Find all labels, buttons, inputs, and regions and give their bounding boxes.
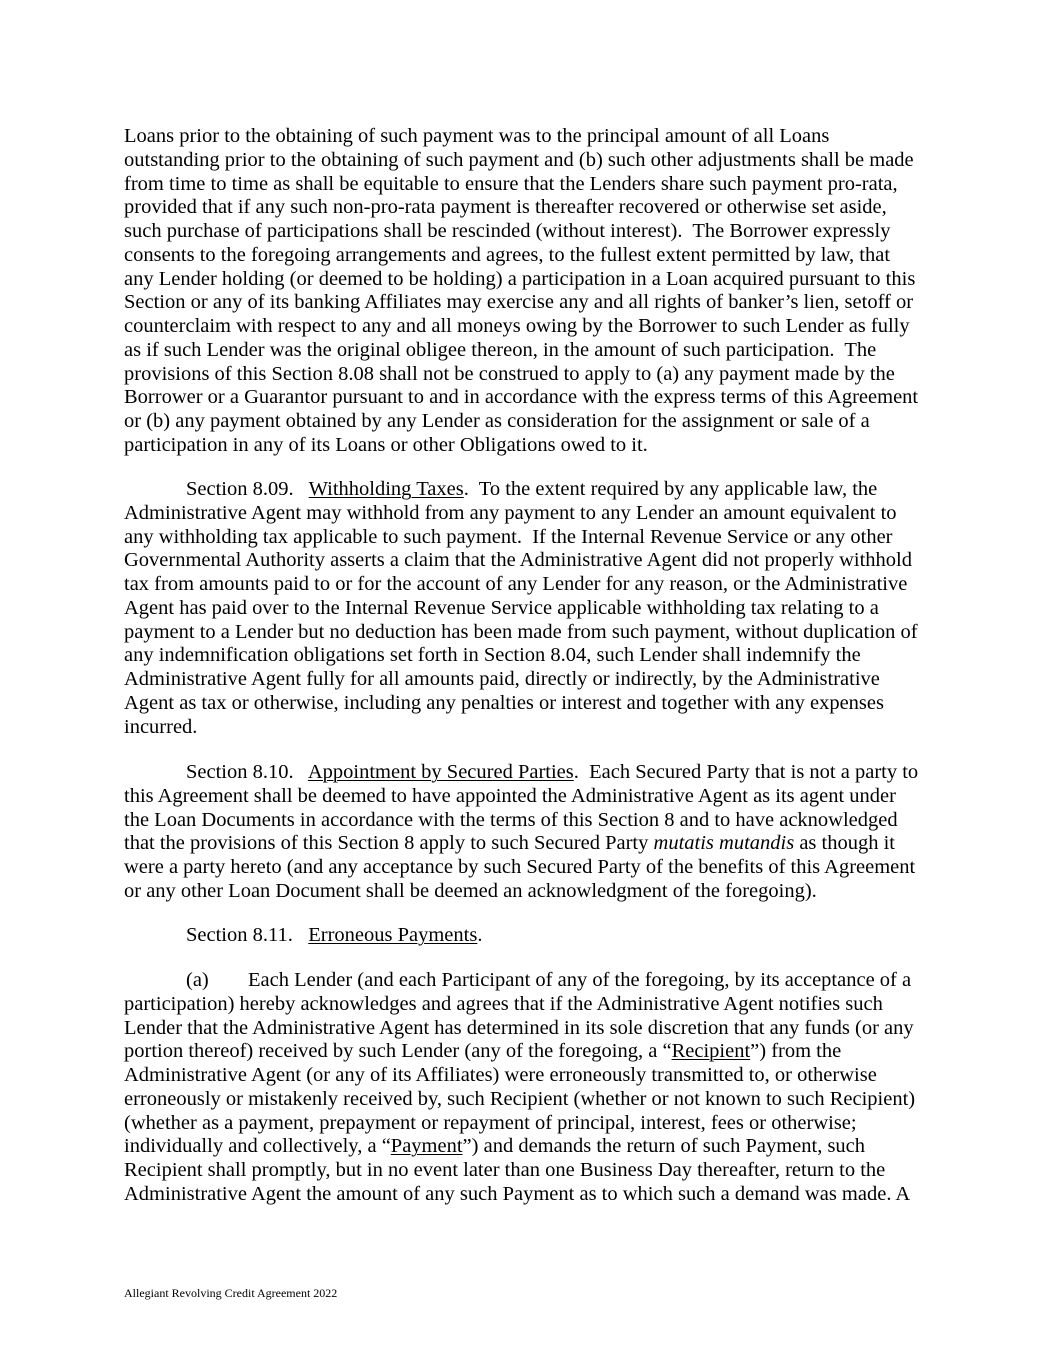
- text-segment: such purchase of participations shall be rescinded (without interest). The Borrower expressly: [124, 220, 891, 242]
- text-segment: portion thereof) received by such Lender (any of the foregoing, a “: [124, 1040, 672, 1063]
- text-segment: any withholding tax applicable to such payment. If the Internal Revenue Service or any other: [124, 525, 893, 548]
- text-segment: counterclaim with respect to any and all moneys owing by the Borrower to such Lender as fully: [124, 315, 910, 337]
- text-line: [124, 716, 944, 740]
- text-segment: Loans prior to the obtaining of such payment was to the principal amount of all Loans: [124, 125, 830, 147]
- text-segment: ”) and demands the return of such Payment, such: [462, 1135, 866, 1158]
- text-line: [124, 315, 944, 339]
- text-segment: Each Lender (and each Participant of any of the foregoing, by its acceptance of a: [248, 969, 912, 991]
- text-segment: as if such Lender was the original obligee thereon, in the amount of such participation. The: [124, 338, 877, 361]
- underlined-term: Payment: [390, 1135, 463, 1158]
- text-line: [124, 692, 944, 716]
- text-segment: Agent has paid over to the Internal Revenue Service applicable withholding tax relating to a: [124, 596, 879, 619]
- text-line: [124, 761, 944, 785]
- text-line: [124, 549, 944, 573]
- text-segment: individually and collectively, a “: [124, 1135, 391, 1158]
- text-segment: any Lender holding (or deemed to be holding) a participation in a Loan acquired pursuant to this: [124, 267, 916, 290]
- text-segment: ”) from the: [750, 1040, 842, 1063]
- text-line: [124, 1135, 944, 1159]
- text-line: [124, 268, 944, 292]
- text-line: [124, 880, 944, 904]
- paragraph-section-8-11-a: [124, 969, 944, 1207]
- text-segment: Agent as tax or otherwise, including any penalties or interest and together with any expenses: [124, 691, 884, 714]
- text-line: [124, 1017, 944, 1041]
- text-line: [124, 1159, 944, 1183]
- text-segment: from time to time as shall be equitable to ensure that the Lenders share such payment pro-rata,: [124, 172, 898, 195]
- text-segment: payment to a Lender but no deduction has been made from such payment, without duplication of: [124, 620, 918, 643]
- text-line: [124, 1040, 944, 1064]
- text-segment: Section or any of its banking Affiliates may exercise any and all rights of banker’s lien, setoff or: [124, 291, 914, 314]
- text-segment: provisions of this Section 8.08 shall not be construed to apply to (a) any payment made by the: [124, 362, 895, 385]
- text-segment: Governmental Authority asserts a claim that the Administrative Agent did not properly withhold: [124, 549, 912, 572]
- text-segment: were a party hereto (and any acceptance by such Secured Party of the benefits of this Agreement: [124, 856, 916, 878]
- text-line: [124, 196, 944, 220]
- text-segment: (whether as a payment, prepayment or repayment of principal, interest, fees or otherwise;: [124, 1111, 857, 1134]
- paragraph-section-8-08-continuation: [124, 125, 944, 458]
- text-segment: or any other Loan Document shall be deemed an acknowledgment of the foregoing).: [124, 879, 817, 902]
- text-line: [124, 969, 944, 993]
- text-line: [124, 1112, 944, 1136]
- text-segment: . Each Secured Party that is not a party to: [573, 761, 919, 783]
- paragraph-section-8-10-appointment: [124, 761, 944, 904]
- text-line: [124, 785, 944, 809]
- text-line: [124, 526, 944, 550]
- text-segment: Section 8.10.: [186, 761, 308, 783]
- text-segment: Administrative Agent may withhold from any payment to any Lender an amount equivalent to: [124, 501, 897, 524]
- text-line: [124, 832, 944, 856]
- text-segment: erroneously or mistakenly received by, such Recipient (whether or not known to such Recipient): [124, 1087, 916, 1110]
- text-segment: the Loan Documents in accordance with the terms of this Section 8 and to have acknowledged: [124, 808, 898, 831]
- underlined-term: Recipient: [671, 1040, 751, 1063]
- text-line: [124, 644, 944, 668]
- text-line: [124, 125, 944, 149]
- text-line: [124, 924, 944, 948]
- text-line: [124, 668, 944, 692]
- text-line: [124, 149, 944, 173]
- text-line: [124, 434, 944, 458]
- text-segment: as though it: [794, 832, 895, 855]
- text-line: [124, 410, 944, 434]
- text-segment: or (b) any payment obtained by any Lender as consideration for the assignment or sale of a: [124, 410, 870, 432]
- text-line: [124, 220, 944, 244]
- text-segment: any indemnification obligations set forth in Section 8.04, such Lender shall indemnify the: [124, 644, 861, 667]
- page-footer: Allegiant Revolving Credit Agreement 2022: [124, 1286, 338, 1300]
- text-segment: participation in any of its Loans or other Obligations owed to it.: [124, 433, 648, 456]
- text-line: [124, 856, 944, 880]
- text-segment: Section 8.11.: [186, 924, 309, 946]
- heading-section-8-11-erroneous-payments: [124, 924, 944, 948]
- text-line: [124, 809, 944, 833]
- text-line: [124, 339, 944, 363]
- text-line: [124, 386, 944, 410]
- text-line: [124, 993, 944, 1017]
- text-segment: this Agreement shall be deemed to have appointed the Administrative Agent as its agent under: [124, 784, 896, 807]
- text-line: [124, 573, 944, 597]
- text-line: [124, 478, 944, 502]
- text-segment: .: [477, 924, 483, 946]
- italic-term: mutatis mutandis: [653, 832, 795, 855]
- text-segment: outstanding prior to the obtaining of such payment and (b) such other adjustments shall be made: [124, 148, 914, 171]
- underlined-term: Withholding Taxes: [308, 478, 464, 500]
- paragraph-section-8-09-withholding-taxes: [124, 478, 944, 739]
- text-line: [124, 502, 944, 526]
- underlined-term: Appointment by Secured Parties: [307, 761, 574, 783]
- text-segment: Administrative Agent the amount of any such Payment as to which such a demand was made. A: [124, 1182, 911, 1205]
- text-segment: provided that if any such non-pro-rata payment is thereafter recovered or otherwise set aside,: [124, 196, 887, 219]
- text-segment: . To the extent required by any applicable law, the: [463, 478, 878, 500]
- text-line: [124, 173, 944, 197]
- text-segment: Administrative Agent fully for all amounts paid, directly or indirectly, by the Administrative: [124, 668, 880, 690]
- text-segment: Recipient shall promptly, but in no event later than one Business Day thereafter, return to the: [124, 1159, 886, 1181]
- text-segment: participation) hereby acknowledges and agrees that if the Administrative Agent notifies such: [124, 992, 883, 1015]
- text-line: [124, 597, 944, 621]
- clause-label: (a): [186, 969, 209, 991]
- text-segment: consents to the foregoing arrangements and agrees, to the fullest extent permitted by law, that: [124, 243, 891, 266]
- text-segment: Section 8.09.: [186, 478, 309, 500]
- text-line: [124, 1183, 944, 1207]
- text-segment: tax from amounts paid to or for the account of any Lender for any reason, or the Administrative: [124, 573, 908, 595]
- text-segment: Administrative Agent (or any of its Affiliates) were erroneously transmitted to, or otherwise: [124, 1064, 877, 1086]
- text-line: [124, 1064, 944, 1088]
- text-line: [124, 363, 944, 387]
- text-line: [124, 1088, 944, 1112]
- underlined-term: Erroneous Payments: [308, 924, 478, 946]
- text-segment: Borrower or a Guarantor pursuant to and in accordance with the express terms of this Agreement: [124, 386, 919, 409]
- text-segment: Lender that the Administrative Agent has determined in its sole discretion that any funds (or any: [124, 1016, 914, 1039]
- text-line: [124, 244, 944, 268]
- text-segment: that the provisions of this Section 8 apply to such Secured Party: [124, 832, 654, 855]
- text-segment: incurred.: [124, 715, 198, 738]
- text-line: [124, 291, 944, 315]
- text-line: [124, 621, 944, 645]
